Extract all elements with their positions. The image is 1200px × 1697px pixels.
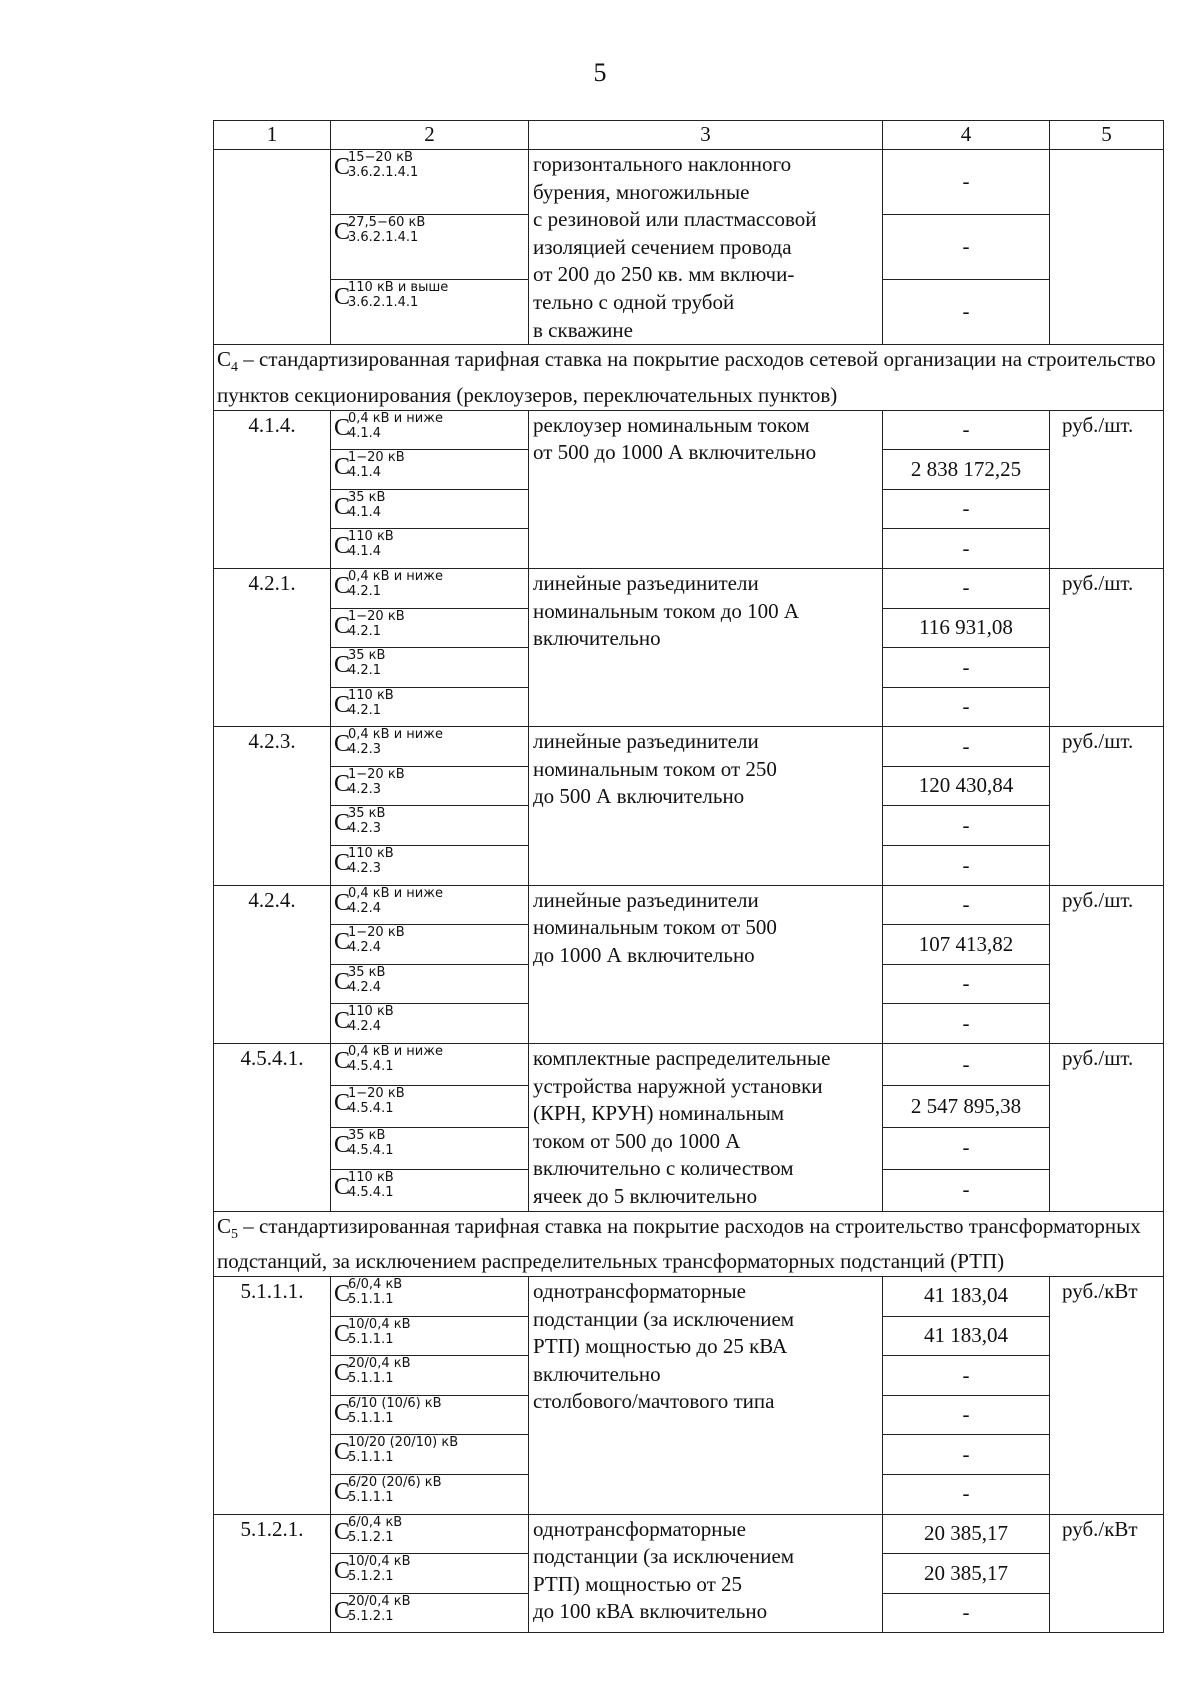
rate-value: - [883,885,1050,925]
item-unit: руб./шт. [1050,1044,1164,1212]
rate-voltage: 6/10 (10/6) кВ [348,1395,442,1411]
rate-code: 5.1.1.1 [348,1450,394,1466]
rate-voltage: 110 кВ [348,846,394,862]
item-unit: руб./кВт [1050,1276,1164,1514]
rate-value: 2 838 172,25 [883,450,1050,490]
rate-symbol: C 0,4 кВ и ниже 4.2.1 [334,568,443,599]
table-row [214,1276,1164,1316]
item-number: 4.1.4. [214,410,331,568]
rate-value: 41 183,04 [883,1276,1050,1316]
item-unit: руб./шт. [1050,568,1164,726]
rate-voltage: 20/0,4 кВ [348,1356,411,1372]
rate-code: 4.2.1 [348,583,382,599]
rate-symbol-cell [331,846,529,886]
rate-symbol: C 27,5−60 кВ 3.6.2.1.4.1 [334,215,426,246]
rate-code: 4.5.4.1 [348,1184,394,1200]
rate-symbol-cell [331,150,529,215]
item-number: 5.1.1.1. [214,1276,331,1514]
rate-code: 4.2.1 [348,623,382,639]
rate-symbol-cell [331,1395,529,1435]
rate-value: - [883,846,1050,886]
rate-code: 4.1.4 [348,465,382,481]
rate-code: 4.2.3 [348,742,382,758]
rate-symbol-cell [331,727,529,767]
item-number [214,150,331,345]
rate-symbol: C 0,4 кВ и ниже 4.5.4.1 [334,1044,443,1075]
item-number: 4.2.1. [214,568,331,726]
item-description: линейные разъединители номинальным током до 100 А включительно [529,568,883,726]
rate-value: - [883,1127,1050,1169]
rate-code: 5.1.1.1 [348,1371,394,1387]
rate-voltage: 1−20 кВ [348,1085,405,1101]
rate-voltage: 35 кВ [348,964,386,980]
rate-symbol: C 1−20 кВ 4.2.1 [334,608,405,639]
rate-value: - [883,1044,1050,1086]
rate-voltage: 1−20 кВ [348,608,405,624]
rate-symbol-cell [331,964,529,1004]
rate-code: 5.1.2.1 [348,1569,394,1585]
rate-code: 4.2.1 [348,663,382,679]
item-number: 4.5.4.1. [214,1044,331,1212]
rate-value: - [883,964,1050,1004]
rate-voltage: 0,4 кВ и ниже [348,885,443,901]
rate-symbol: C 35 кВ 4.1.4 [334,489,386,520]
rate-voltage: 35 кВ [348,806,386,822]
rate-code: 4.2.4 [348,900,382,916]
rate-symbol-cell [331,885,529,925]
item-description: однотрансформаторные подстанции (за исключением РТП) мощностью до 25 кВА включительно столбового/мачтового типа [529,1276,883,1514]
rate-symbol: C 35 кВ 4.5.4.1 [334,1127,394,1158]
rate-voltage: 110 кВ [348,1004,394,1020]
table-row [214,885,1164,925]
rate-symbol-cell [331,450,529,490]
rate-symbol: C 35 кВ 4.2.1 [334,648,386,679]
item-number: 4.2.3. [214,727,331,885]
rate-value: 107 413,82 [883,925,1050,965]
rate-voltage: 35 кВ [348,648,386,664]
item-description: горизонтального наклонного бурения, многожильные с резиновой или пластмассовой изоляцией сечением провода от 200 до 250 кв. мм включи- тельно с одной трубой в скважине [529,150,883,345]
rate-value: - [883,280,1050,345]
rate-code: 5.1.1.1 [348,1489,394,1505]
rate-code: 4.2.4 [348,1019,382,1035]
rate-voltage: 20/0,4 кВ [348,1593,411,1609]
section-heading: $C_4$ – стандартизированная тарифная ставка на покрытие расходов сетевой организации на строительство пунктов секционирования (реклоузеров, переключательных пунктов) [214,345,1164,410]
rate-code: 5.1.1.1 [348,1410,394,1426]
rate-voltage: 110 кВ [348,687,394,703]
item-number: 5.1.2.1. [214,1514,331,1633]
rate-code: 5.1.2.1 [348,1608,394,1624]
rate-symbol-cell [331,1127,529,1169]
table-header-row [214,121,1164,150]
table-row [214,568,1164,608]
rate-symbol: C 0,4 кВ и ниже 4.2.4 [334,885,443,916]
rate-voltage: 35 кВ [348,1127,386,1143]
rate-symbol-cell [331,1316,529,1356]
rate-value: - [883,529,1050,569]
item-unit: руб./шт. [1050,727,1164,885]
section-row [214,1211,1164,1276]
rate-symbol: C 6/10 (10/6) кВ 5.1.1.1 [334,1395,442,1426]
rate-symbol: C 10/0,4 кВ 5.1.2.1 [334,1554,411,1585]
rate-symbol: C 1−20 кВ 4.5.4.1 [334,1085,405,1116]
rate-symbol-cell [331,806,529,846]
item-description: линейные разъединители номинальным током от 250 до 500 А включительно [529,727,883,885]
rate-value: - [883,1169,1050,1211]
rate-code: 3.6.2.1.4.1 [348,165,419,180]
rate-value: 20 385,17 [883,1514,1050,1554]
rate-voltage: 10/20 (20/10) кВ [348,1435,459,1451]
rate-value: - [883,1435,1050,1475]
section-heading: $C_5$ – стандартизированная тарифная ставка на покрытие расходов на строительство трансформаторных подстанций, за исключением распределительных трансформаторных подстанций (РТП) [214,1211,1164,1276]
rate-symbol-cell [331,1514,529,1554]
rate-symbol-cell [331,687,529,727]
rate-code: 4.1.4 [348,425,382,441]
rate-symbol-cell [331,925,529,965]
rate-code: 4.2.1 [348,702,382,718]
table-row [214,150,1164,215]
item-description: линейные разъединители номинальным током от 500 до 1000 А включительно [529,885,883,1043]
rate-voltage: 110 кВ и выше [348,280,449,296]
column-header: 5 [1050,121,1164,150]
rate-voltage: 6/20 (20/6) кВ [348,1474,442,1490]
rate-code: 3.6.2.1.4.1 [348,295,419,311]
rate-symbol: C 1−20 кВ 4.2.4 [334,925,405,956]
column-header: 4 [883,121,1050,150]
column-header: 2 [331,121,529,150]
rate-voltage: 1−20 кВ [348,766,405,782]
rate-code: 4.5.4.1 [348,1142,394,1158]
rate-voltage: 10/0,4 кВ [348,1554,411,1570]
rate-value: 2 547 895,38 [883,1085,1050,1127]
rate-code: 5.1.2.1 [348,1529,394,1545]
rate-symbol-cell [331,215,529,280]
rate-value: 20 385,17 [883,1554,1050,1594]
rate-voltage: 27,5−60 кВ [348,215,426,231]
rate-code: 4.5.4.1 [348,1100,394,1116]
rate-symbol-cell [331,608,529,648]
table-row [214,1044,1164,1086]
rate-symbol-cell [331,766,529,806]
rate-value: - [883,1395,1050,1435]
rate-value: - [883,568,1050,608]
rate-voltage: 10/0,4 кВ [348,1316,411,1332]
rate-code: 4.1.4 [348,504,382,520]
rate-value: - [883,489,1050,529]
rate-voltage: 35 кВ [348,489,386,505]
rate-symbol-cell [331,280,529,345]
rate-voltage: 1−20 кВ [348,450,405,466]
rate-symbol-cell [331,568,529,608]
rate-symbol-cell [331,1474,529,1514]
rate-value: 41 183,04 [883,1316,1050,1356]
rate-symbol: C 0,4 кВ и ниже 4.2.3 [334,727,443,758]
rate-voltage: 15−20 кВ [348,150,413,165]
item-unit: руб./шт. [1050,885,1164,1043]
section-text: – стандартизированная тарифная ставка на покрытие расходов на строительство трансформаторных подстанций, за исключением распределительных трансформаторных подстанций (РТП) [217,1213,1141,1274]
rate-symbol: C 6/20 (20/6) кВ 5.1.1.1 [334,1474,442,1505]
rate-symbol-cell [331,529,529,569]
rate-voltage: 6/0,4 кВ [348,1514,403,1530]
rate-value: - [883,215,1050,280]
item-unit: руб./шт. [1050,410,1164,568]
column-header: 1 [214,121,331,150]
rate-symbol: C 20/0,4 кВ 5.1.2.1 [334,1593,411,1624]
rate-value: - [883,687,1050,727]
rate-symbol-cell [331,1356,529,1396]
rate-symbol-cell [331,489,529,529]
rate-symbol: C 110 кВ 4.2.1 [334,687,394,718]
rate-symbol-cell [331,410,529,450]
rate-symbol: C 15−20 кВ 3.6.2.1.4.1 [334,150,419,180]
rate-symbol: C 1−20 кВ 4.1.4 [334,450,405,481]
item-description: комплектные распределительные устройства наружной установки (КРН, КРУН) номинальным током от 500 до 1000 А включительно с количеством ячеек до 5 включительно [529,1044,883,1212]
rate-symbol-cell [331,1276,529,1316]
item-unit [1050,150,1164,345]
rate-symbol: C 10/20 (20/10) кВ 5.1.1.1 [334,1435,459,1466]
table-row [214,1514,1164,1554]
rate-symbol-cell [331,1044,529,1086]
rate-voltage: 110 кВ [348,529,394,545]
rate-code: 4.5.4.1 [348,1059,394,1075]
rate-code: 4.1.4 [348,544,382,560]
rate-voltage: 0,4 кВ и ниже [348,410,443,426]
section-text: – стандартизированная тарифная ставка на покрытие расходов сетевой организации на строительство пунктов секционирования (реклоузеров, переключательных пунктов) [217,347,1156,407]
rate-voltage: 1−20 кВ [348,925,405,941]
rate-value: - [883,648,1050,688]
rate-value: 120 430,84 [883,766,1050,806]
rate-voltage: 0,4 кВ и ниже [348,1044,443,1060]
table-row [214,727,1164,767]
page-number: 5 [593,58,607,87]
rate-value: - [883,1474,1050,1514]
rate-symbol: C 110 кВ 4.2.4 [334,1004,394,1035]
rate-symbol: C 35 кВ 4.2.4 [334,964,386,995]
rate-voltage: 0,4 кВ и ниже [348,568,443,584]
rate-voltage: 110 кВ [348,1169,394,1185]
rate-symbol-cell [331,1169,529,1211]
rate-code: 3.6.2.1.4.1 [348,230,419,246]
rate-code: 5.1.1.1 [348,1291,394,1307]
tariff-table [213,120,1164,1633]
rate-value: - [883,1356,1050,1396]
rate-symbol: C 1−20 кВ 4.2.3 [334,766,405,797]
rate-value: - [883,806,1050,846]
item-unit: руб./кВт [1050,1514,1164,1633]
column-header: 3 [529,121,883,150]
rate-symbol: C 110 кВ 4.2.3 [334,846,394,877]
rate-symbol-cell [331,1435,529,1475]
rate-symbol: C 110 кВ и выше 3.6.2.1.4.1 [334,280,449,311]
section-row [214,345,1164,410]
rate-code: 4.2.3 [348,821,382,837]
rate-value: - [883,727,1050,767]
rate-symbol: C 0,4 кВ и ниже 4.1.4 [334,410,443,441]
rate-value: 116 931,08 [883,608,1050,648]
item-description: однотрансформаторные подстанции (за исключением РТП) мощностью от 25 до 100 кВА включительно [529,1514,883,1633]
rate-symbol: C 35 кВ 4.2.3 [334,806,386,837]
rate-value: - [883,1004,1050,1044]
rate-symbol: C 110 кВ 4.1.4 [334,529,394,560]
rate-symbol: C 20/0,4 кВ 5.1.1.1 [334,1356,411,1387]
rate-code: 4.2.3 [348,781,382,797]
rate-voltage: 0,4 кВ и ниже [348,727,443,743]
rate-symbol: C 110 кВ 4.5.4.1 [334,1169,394,1200]
rate-symbol-cell [331,1085,529,1127]
rate-symbol: C 10/0,4 кВ 5.1.1.1 [334,1316,411,1347]
rate-symbol-cell [331,648,529,688]
rate-code: 4.2.3 [348,861,382,877]
rate-code: 4.2.4 [348,979,382,995]
rate-symbol-cell [331,1554,529,1594]
rate-symbol: C 6/0,4 кВ 5.1.2.1 [334,1514,403,1545]
rate-voltage: 6/0,4 кВ [348,1276,403,1292]
item-number: 4.2.4. [214,885,331,1043]
item-description: реклоузер номинальным током от 500 до 1000 А включительно [529,410,883,568]
rate-value: - [883,150,1050,215]
rate-code: 4.2.4 [348,940,382,956]
table-row [214,410,1164,450]
rate-value: - [883,410,1050,450]
rate-code: 5.1.1.1 [348,1331,394,1347]
rate-symbol-cell [331,1004,529,1044]
rate-value: - [883,1593,1050,1633]
rate-symbol-cell [331,1593,529,1633]
rate-symbol: C 6/0,4 кВ 5.1.1.1 [334,1276,403,1307]
